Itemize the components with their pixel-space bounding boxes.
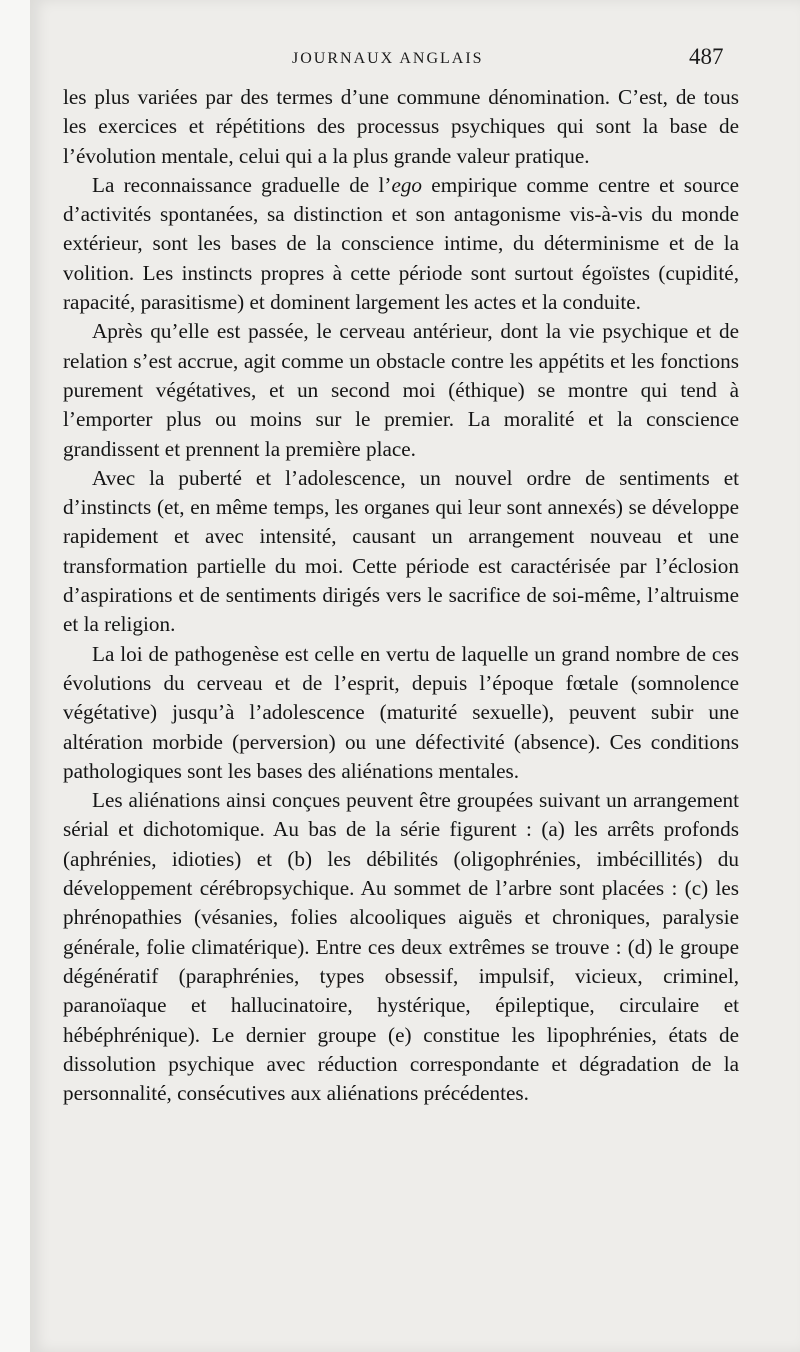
running-title: JOURNAUX ANGLAIS <box>292 50 484 67</box>
scan-margin <box>0 0 30 1352</box>
page-number: 487 <box>689 44 724 69</box>
paragraph-2 <box>63 171 739 317</box>
running-head <box>30 44 800 74</box>
paragraph-6: Les aliénations ainsi conçues peuvent être groupées suivant un arrangement sérial et dichotomique. Au bas de la série figurent : (a) les arrêts profonds (aphrénies, idioties) et (b) les débilités (oligophrénies, imbécillités) du développement cérébropsychique. Au sommet de l’arbre sont placées : (c) les phrénopathies (vésanies, folies alcooliques aiguës et chroniques, paralysie générale, folie climatérique). Entre ces deux extrêmes se trouve : (d) le groupe dégénératif (paraphrénies, types obsessif, impulsif, vicieux, criminel, paranoïaque et hallucinatoire, hystérique, épileptique, circulaire et hébéphrénique). Le dernier groupe (e) constitue les lipophrénies, états de dissolution psychique avec réduction correspondante et dégradation de la personnalité, consécutives aux aliénations précédentes. <box>63 788 739 1106</box>
paragraph-4: Avec la puberté et l’adolescence, un nouvel ordre de sentiments et d’instincts (et, en même temps, les organes qui leur sont annexés) se développe rapidement et avec intensité, causant un arrangement nouveau et une transformation partielle du moi. Cette période est caractérisée par l’éclosion d’aspirations et de sentiments dirigés vers le sacrifice de soi-même, l’altruisme et la religion. <box>63 465 739 637</box>
paragraph-3: Après qu’elle est passée, le cerveau antérieur, dont la vie psychique et de relation s’est accrue, agit comme un obstacle contre les appétits et les fonctions purement végétatives, et un second moi (éthique) se montre qui tend à l’emporter plus ou moins sur le premier. La moralité et la conscience grandissent et prennent la première place. <box>63 319 739 461</box>
paragraph-2-italic-term: ego <box>391 172 423 197</box>
paragraph-5: La loi de pathogenèse est celle en vertu de laquelle un grand nombre de ces évolutions du cerveau et de l’esprit, depuis l’époque fœtale (somnolence végétative) jusqu’à l’adolescence (maturité sexuelle), peuvent subir une altération morbide (perversion) ou une défectivité (absence). Ces conditions pathologiques sont les bases des aliénations mentales. <box>63 641 739 783</box>
paragraph-1: les plus variées par des termes d’une commune dénomination. C’est, de tous les exercices et répétitions des processus psychiques qui sont la base de l’évolution mentale, celui qui a la plus grande valeur pratique. <box>63 85 739 168</box>
paragraph-2-lead: La reconnaissance graduelle de l’ <box>92 172 392 197</box>
body-text <box>63 83 739 1108</box>
paragraph-2-rest: empirique comme centre et source d’activités spontanées, sa distinction et son antagonisme vis-à-vis du monde extérieur, sont les bases de la conscience intime, du déterminisme et de la volition. Les instincts propres à cette période sont surtout égoïstes (cupidité, rapacité, parasitisme) et dominent largement les actes et la conduite. <box>63 172 739 315</box>
